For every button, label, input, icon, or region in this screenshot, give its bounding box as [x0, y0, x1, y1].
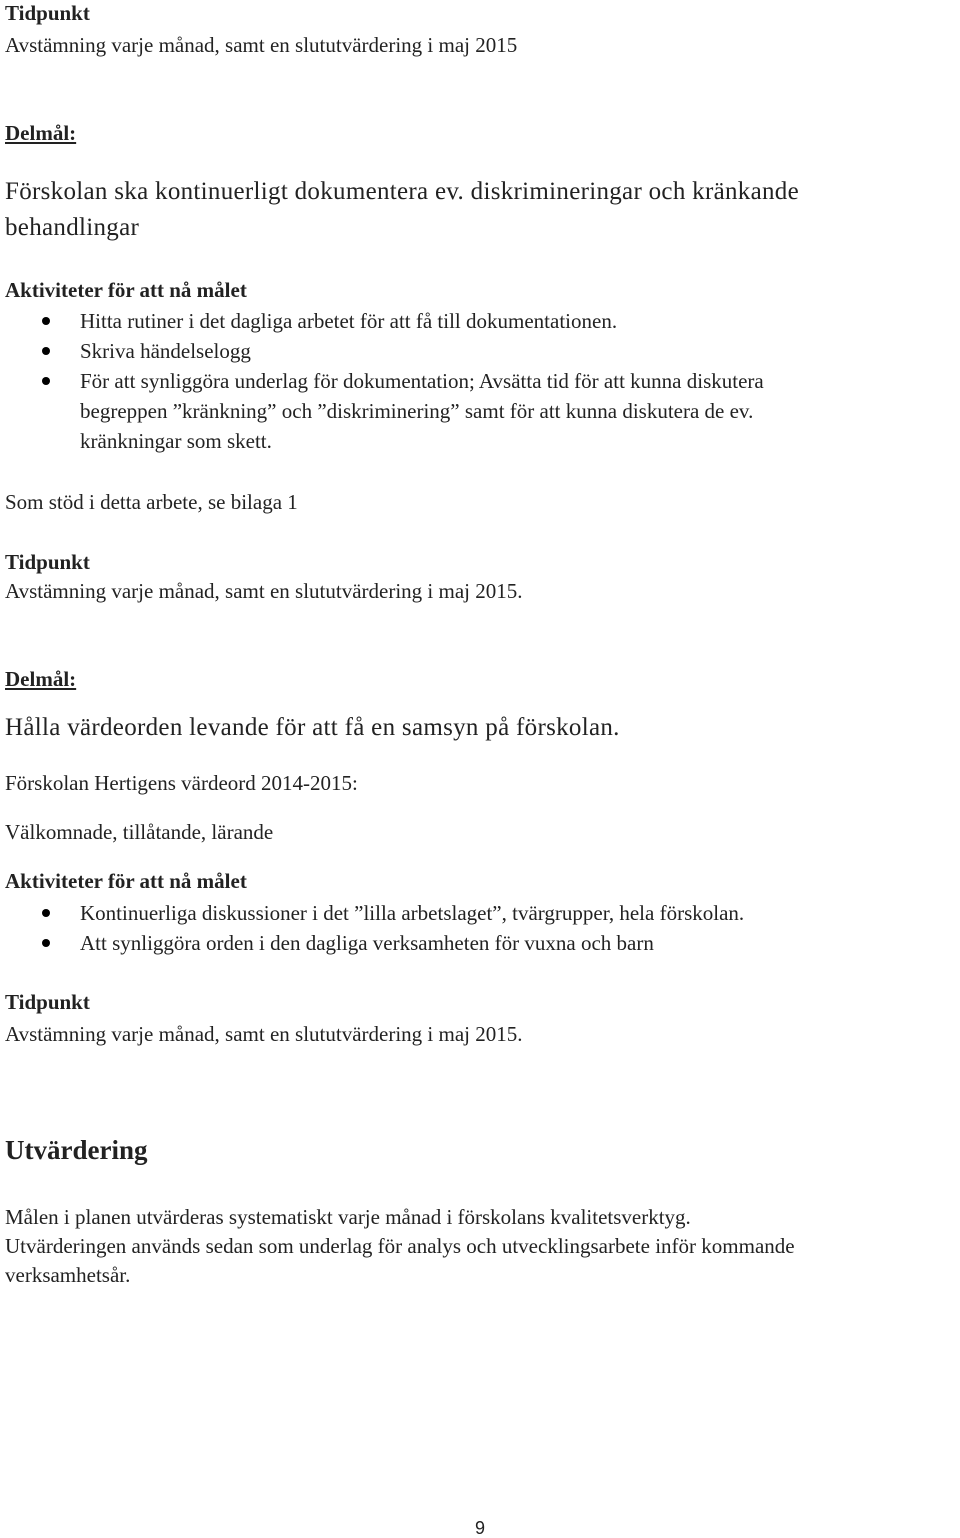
- bullet-icon: [42, 317, 50, 325]
- values-title: Förskolan Hertigens värdeord 2014-2015:: [5, 771, 358, 795]
- activities-label: Aktiviteter för att nå målet: [5, 869, 247, 893]
- activities-list: [0, 306, 764, 456]
- tidpunkt-text: Avstämning varje månad, samt en slututvärdering i maj 2015: [5, 33, 518, 57]
- values-list: Välkomnade, tillåtande, lärande: [5, 820, 274, 844]
- support-text: Som stöd i detta arbete, se bilaga 1: [5, 490, 298, 514]
- bullet-icon: [42, 347, 50, 355]
- goal-text-line1: Förskolan ska kontinuerligt dokumentera ev. diskrimineringar och kränkande: [5, 178, 799, 205]
- bullet-icon: [42, 909, 50, 917]
- list-item: [0, 336, 764, 366]
- list-item-text: kränkningar som skett.: [80, 429, 272, 453]
- goal-text-line2: behandlingar: [5, 214, 140, 241]
- delmal-label: Delmål:: [5, 667, 77, 691]
- evaluation-text-line3: verksamhetsår.: [5, 1263, 131, 1287]
- goal-text: Hålla värdeorden levande för att få en samsyn på förskolan.: [5, 714, 620, 741]
- list-item: [0, 366, 764, 456]
- activities-list: [0, 898, 744, 958]
- page-number: 9: [474, 1518, 485, 1538]
- list-item: [0, 928, 744, 958]
- tidpunkt-label: Tidpunkt: [5, 550, 90, 574]
- evaluation-text-line1: Målen i planen utvärderas systematiskt varje månad i förskolans kvalitetsverktyg.: [5, 1205, 691, 1229]
- list-item-text: Hitta rutiner i det dagliga arbetet för att få till dokumentationen.: [80, 309, 618, 333]
- delmal-label: Delmål:: [5, 121, 77, 145]
- bullet-icon: [42, 377, 50, 385]
- list-item-text: begreppen ”kränkning” och ”diskriminering” samt för att kunna diskutera de ev.: [80, 399, 754, 423]
- activities-label: Aktiviteter för att nå målet: [5, 278, 247, 302]
- tidpunkt-label: Tidpunkt: [5, 990, 90, 1014]
- list-item-text: Att synliggöra orden i den dagliga verksamheten för vuxna och barn: [80, 931, 654, 955]
- tidpunkt-text: Avstämning varje månad, samt en slututvärdering i maj 2015.: [5, 579, 523, 603]
- evaluation-text-line2: Utvärderingen används sedan som underlag för analys och utvecklingsarbete inför kommande: [5, 1234, 795, 1258]
- list-item-text: Skriva händelselogg: [80, 339, 251, 363]
- evaluation-heading: Utvärdering: [5, 1135, 148, 1165]
- list-item: [0, 306, 764, 336]
- tidpunkt-text: Avstämning varje månad, samt en slututvärdering i maj 2015.: [5, 1022, 523, 1046]
- list-item-text: För att synliggöra underlag för dokumentation; Avsätta tid för att kunna diskutera: [80, 369, 764, 393]
- bullet-icon: [42, 939, 50, 947]
- list-item: [0, 898, 744, 928]
- tidpunkt-label: Tidpunkt: [5, 1, 90, 25]
- list-item-text: Kontinuerliga diskussioner i det ”lilla arbetslaget”, tvärgrupper, hela förskolan.: [80, 901, 745, 925]
